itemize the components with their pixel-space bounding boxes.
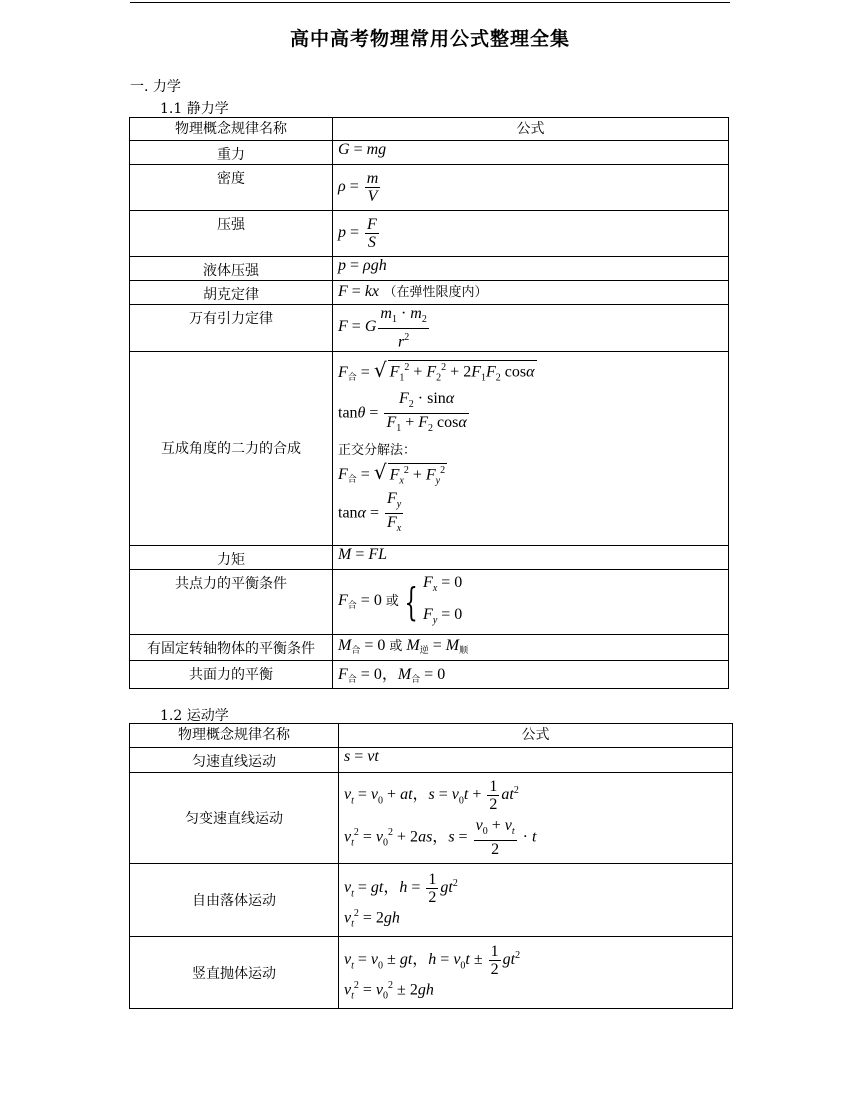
- formula-gravitation: F = G $\frac{m_1 \cdot m_2}{r^2}$: [333, 305, 729, 352]
- formula-liquid-pressure: p = ρgh: [333, 257, 729, 281]
- table-header-row: [130, 724, 733, 748]
- row-free-fall: 自由落体运动: [130, 864, 339, 937]
- formula-uniform-accel: $v_t = v_0$ + at，$s = v_0t$ + $\frac{1}{2}$ $at^2$ $v_t^2 = v_0^2 + 2as$，s = $\frac{v_0 + v_t}{2}$ · t: [339, 773, 733, 864]
- row-concurrent-equilibrium: 共点力的平衡条件: [130, 569, 333, 634]
- formula-pressure: p = $\frac{F}{S}$: [333, 211, 729, 257]
- table-row: [130, 937, 733, 1009]
- table-header-row: [130, 118, 729, 141]
- formula-axis-equilibrium: M合 = 0 或 M逆 = M顺: [333, 634, 729, 660]
- row-density: 密度: [130, 165, 333, 211]
- formula-density: ρ = $\frac{m}{V}$: [333, 165, 729, 211]
- table-row: [130, 634, 729, 660]
- table-row: [130, 864, 733, 937]
- header-formula: 公式: [339, 724, 733, 748]
- row-liquid-pressure: 液体压强: [130, 257, 333, 281]
- orthogonal-label: 正交分解法：: [338, 443, 417, 459]
- table-row: [130, 281, 729, 305]
- row-composition: 互成角度的二力的合成: [130, 351, 333, 545]
- header-name: 物理概念规律名称: [130, 724, 339, 748]
- table-row: [130, 351, 729, 545]
- table-row: [130, 305, 729, 352]
- table-row: [130, 660, 729, 688]
- table-row: [130, 165, 729, 211]
- formula-coplanar-equilibrium: F合 = 0，M合 = 0: [333, 660, 729, 688]
- table-row: [130, 748, 733, 773]
- row-hooke: 胡克定律: [130, 281, 333, 305]
- top-rule: [130, 2, 730, 3]
- row-torque: 力矩: [130, 545, 333, 569]
- formula-composition: F合 = √ $F_1^2 + F_2^2 + 2F_1F_2$ cosα tanθ = $\frac{F_2 \cdot \sin\alpha}{F_1 + F_2 \cos\alpha}$ 正交分解法： F合 = √ $F_x^2 + F_y^2$ tanα = $\frac{F_y}{F_x}$: [333, 351, 729, 545]
- formula-torque: M = FL: [333, 545, 729, 569]
- section-mechanics: 一. 力学: [130, 79, 181, 95]
- row-axis-equilibrium: 有固定转轴物体的平衡条件: [130, 634, 333, 660]
- formula-gravity: G = mg: [333, 141, 729, 165]
- header-name: 物理概念规律名称: [130, 118, 333, 141]
- table-row: [130, 141, 729, 165]
- formula-concurrent-equilibrium: F合 = 0 或 { $F_x = 0$ $F_y = 0$: [333, 569, 729, 634]
- formula-hooke: F = kx （在弹性限度内）: [333, 281, 729, 305]
- row-uniform: 匀速直线运动: [130, 748, 339, 773]
- hooke-note: （在弹性限度内）: [383, 285, 488, 300]
- table-row: [130, 545, 729, 569]
- document-title: 高中高考物理常用公式整理全集: [289, 28, 570, 50]
- formula-free-fall: $v_t$ = gt，h = $\frac{1}{2}$ $gt^2$ $v_t^2 = 2gh$: [339, 864, 733, 937]
- statics-table: [129, 117, 729, 689]
- row-uniform-accel: 匀变速直线运动: [130, 773, 339, 864]
- table-row: [130, 773, 733, 864]
- row-pressure: 压强: [130, 211, 333, 257]
- row-gravitation: 万有引力定律: [130, 305, 333, 352]
- formula-vertical-throw: $v_t = v_0$ ± gt，$h = v_0t$ ± $\frac{1}{2}$ $gt^2$ $v_t^2 = v_0^2 \pm 2gh$: [339, 937, 733, 1009]
- row-gravity: 重力: [130, 141, 333, 165]
- table-row: [130, 569, 729, 634]
- kinematics-table: [129, 723, 733, 1009]
- row-vertical-throw: 竖直抛体运动: [130, 937, 339, 1009]
- formula-uniform: s = vt: [339, 748, 733, 773]
- table-row: [130, 257, 729, 281]
- row-coplanar-equilibrium: 共面力的平衡: [130, 660, 333, 688]
- header-formula: 公式: [333, 118, 729, 141]
- table-row: [130, 211, 729, 257]
- section-kinematics: 1.2 运动学: [160, 708, 229, 724]
- section-statics: 1.1 静力学: [160, 101, 229, 117]
